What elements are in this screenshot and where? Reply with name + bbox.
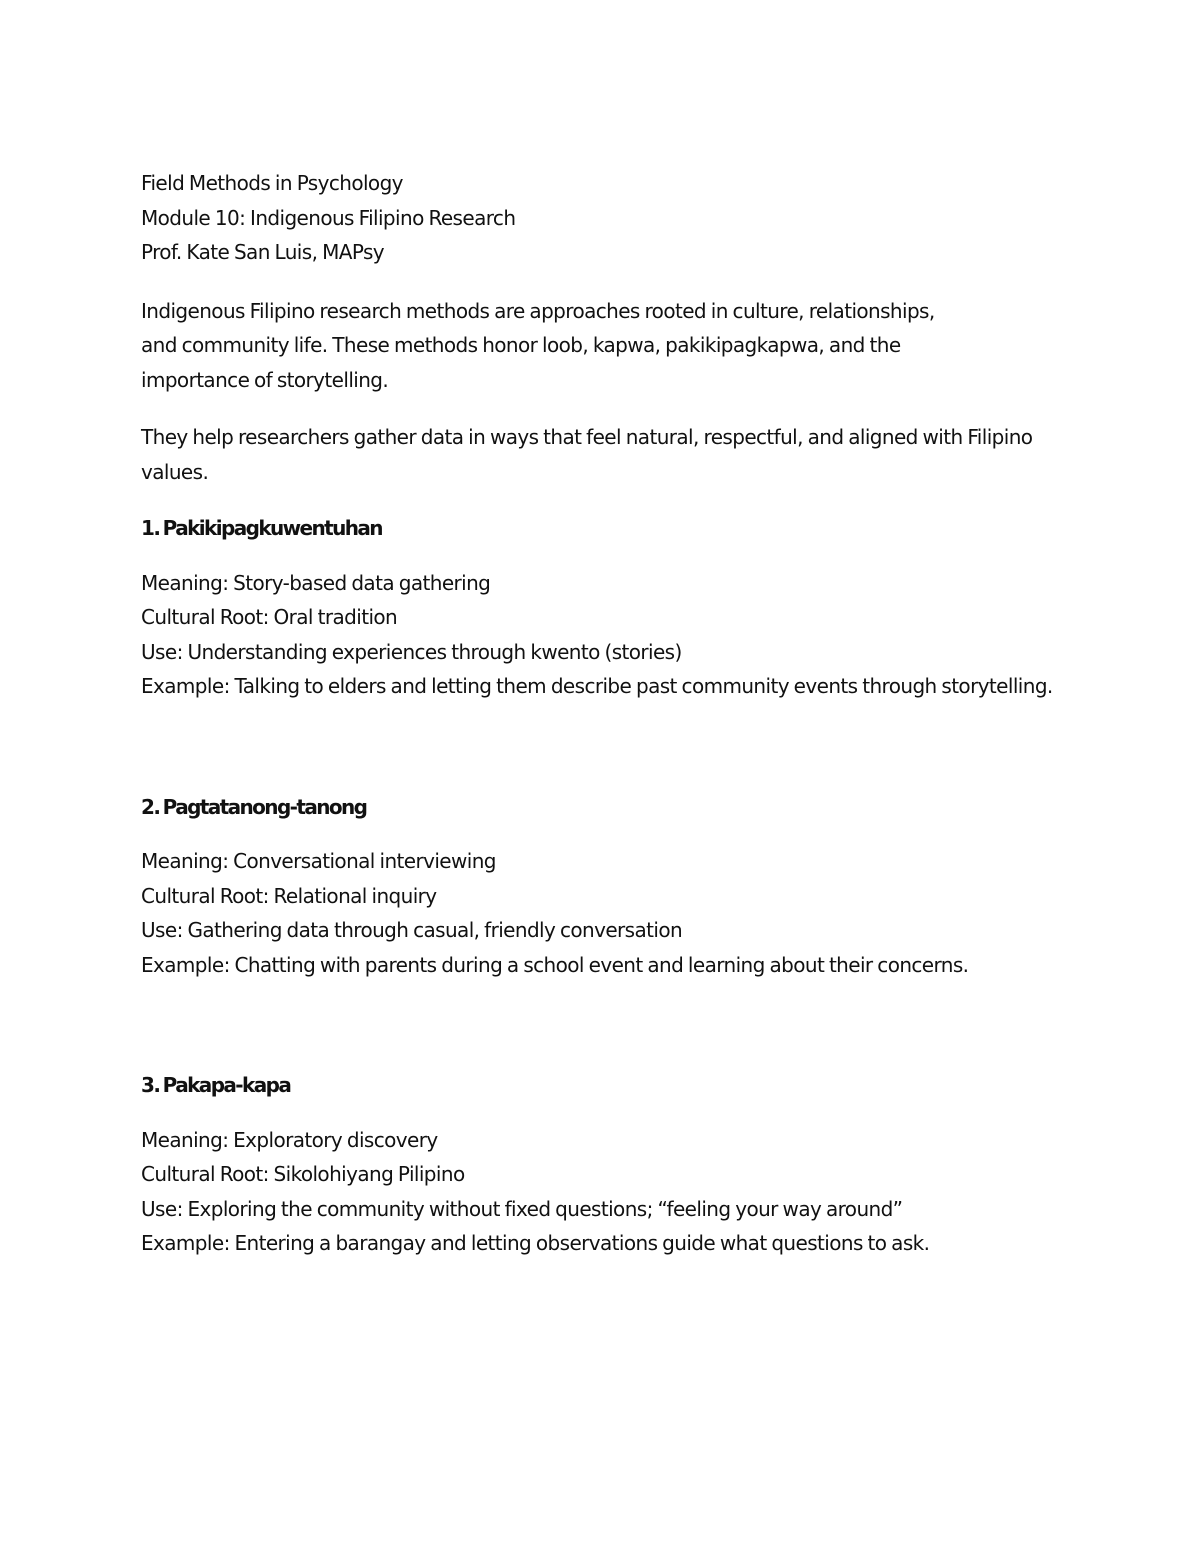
intro-paragraph-1: Indigenous Filipino research methods are approaches rooted in culture, relationships, and community life. These methods honor loob, kapwa, pakikipagkapwa, and the importance of storytelling.	[141, 298, 935, 392]
cultural-root-line: Cultural Root: Sikolohiyang Pilipino	[141, 1162, 465, 1186]
section-fields	[141, 566, 1071, 704]
example-line: Example: Talking to elders and letting them describe past community events through storytelling.	[141, 674, 1053, 698]
method-section-3	[141, 1068, 1071, 1261]
example-line: Example: Chatting with parents during a school event and learning about their concerns.	[141, 952, 969, 977]
section-fields	[141, 1123, 1071, 1261]
meaning-line: Meaning: Exploratory discovery	[141, 1127, 438, 1152]
method-section-1	[141, 511, 1071, 704]
use-line: Use: Understanding experiences through kwento (stories)	[141, 639, 682, 664]
professor-name: Prof. Kate San Luis, MAPsy	[141, 240, 384, 264]
document-body	[141, 166, 1071, 1261]
section-fields	[141, 844, 1071, 982]
meaning-line: Meaning: Story-based data gathering	[141, 570, 491, 595]
method-section-2	[141, 790, 1071, 983]
use-line: Use: Exploring the community without fixed questions; “feeling your way around”	[141, 1196, 903, 1221]
section-heading: 1. Pakikipagkuwentuhan	[141, 516, 382, 540]
meaning-line: Meaning: Conversational interviewing	[141, 849, 496, 873]
example-line: Example: Entering a barangay and letting observations guide what questions to ask.	[141, 1231, 930, 1255]
use-line: Use: Gathering data through casual, friendly conversation	[141, 918, 683, 942]
course-title: Field Methods in Psychology	[141, 171, 403, 195]
cultural-root-line: Cultural Root: Relational inquiry	[141, 883, 437, 908]
cultural-root-line: Cultural Root: Oral tradition	[141, 605, 398, 629]
document-header	[141, 166, 1071, 270]
section-heading: 3. Pakapa-kapa	[141, 1073, 291, 1097]
module-title: Module 10: Indigenous Filipino Research	[141, 205, 516, 230]
intro-paragraph-2: They help researchers gather data in ways that feel natural, respectful, and aligned with Filipino values.	[141, 425, 1033, 484]
section-heading: 2. Pagtatanong-tanong	[141, 794, 367, 819]
